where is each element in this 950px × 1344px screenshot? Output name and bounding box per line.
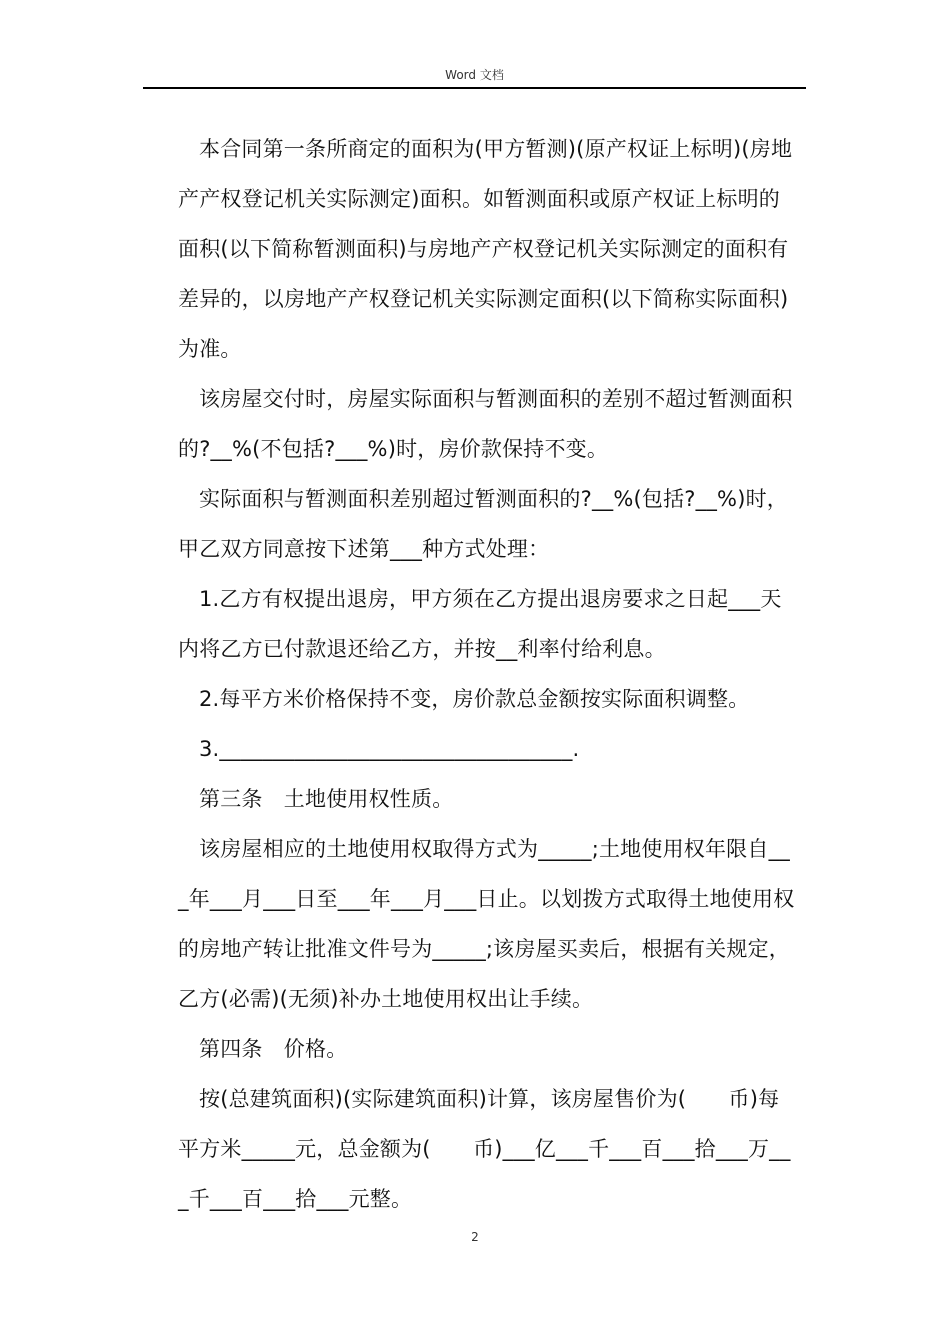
- article-4-heading: 第四条 价格。: [199, 1037, 348, 1061]
- article-3-heading: 第三条 土地使用权性质。: [199, 787, 454, 811]
- header-divider: [143, 87, 806, 89]
- paragraph-option-2: 2.每平方米价格保持不变，房价款总金额按实际面积调整。: [199, 687, 750, 711]
- paragraph-area-measurement: 本合同第一条所商定的面积为(甲方暂测)(原产权证上标明)(房地产产权登记机关实际测定)面积。如暂测面积或原产权证上标明的面积(以下简称暂测面积)与房地产产权登记机关实际测定的面积有差异的，以房地产产权登记机关实际测定面积(以下简称实际面积)为准。: [178, 137, 793, 361]
- paragraph-area-difference: 实际面积与暂测面积差别超过暂测面积的?__%(包括?__%)时，甲乙双方同意按下述第___种方式处理：: [178, 487, 788, 561]
- paragraph-land-use-rights: 该房屋相应的土地使用权取得方式为_____;土地使用权年限自___年___月___日至___年___月___日止。以划拨方式取得土地使用权的房地产转让批准文件号为_____;该房屋买卖后，根据有关规定，乙方(必需)(无须)补办土地使用权出让手续。: [178, 837, 795, 1011]
- paragraph-delivery-area: 该房屋交付时，房屋实际面积与暂测面积的差别不超过暂测面积的?__%(不包括?___%)时，房价款保持不变。: [178, 387, 793, 461]
- paragraph-option-1: 1.乙方有权提出退房，甲方须在乙方提出退房要求之日起___天内将乙方已付款退还给乙方，并按__利率付给利息。: [178, 587, 782, 661]
- document-body: [178, 124, 800, 1224]
- paragraph-option-3: 3._________________________________.: [199, 737, 580, 761]
- paragraph-price: 按(总建筑面积)(实际建筑面积)计算，该房屋售价为( 币)每平方米_____元，总金额为( 币)___亿___千___百___拾___万___千___百___拾___元整。: [178, 1087, 791, 1211]
- page-number: 2: [471, 1230, 479, 1244]
- page-header: Word 文档: [445, 68, 504, 82]
